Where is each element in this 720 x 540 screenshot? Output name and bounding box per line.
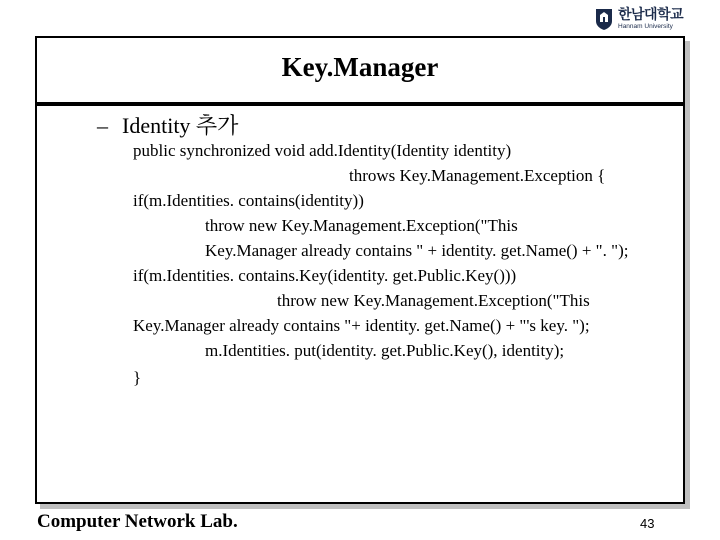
bullet-text: Identity 추가 <box>122 113 239 138</box>
bullet-dash: – <box>97 113 108 138</box>
university-emblem-icon <box>594 7 614 31</box>
logo-english-text: Hannam University <box>618 22 673 30</box>
code-line: throws Key.Management.Exception { <box>349 166 606 185</box>
code-line: throw new Key.Management.Exception("This <box>205 216 518 235</box>
code-line: Key.Manager already contains "+ identity. get.Name() + "'s key. "); <box>133 316 590 335</box>
code-line: public synchronized void add.Identity(Identity identity) <box>133 141 512 160</box>
university-logo <box>594 5 688 33</box>
code-line: } <box>133 368 142 387</box>
code-line: if(m.Identities. contains(identity)) <box>133 191 364 210</box>
page-number: 43 <box>640 516 655 531</box>
bullet-item <box>97 109 238 140</box>
slide-title: Key.Manager <box>281 52 439 82</box>
footer-lab-name: Computer Network Lab. <box>37 511 238 532</box>
code-line: throw new Key.Management.Exception("This <box>277 291 590 310</box>
code-line: Key.Manager already contains " + identity. get.Name() + ". "); <box>205 241 629 260</box>
code-line: if(m.Identities. contains.Key(identity. get.Public.Key())) <box>133 266 517 285</box>
logo-korean-text: 한남대학교 <box>618 6 684 23</box>
code-line: m.Identities. put(identity. get.Public.Key(), identity); <box>205 341 565 360</box>
